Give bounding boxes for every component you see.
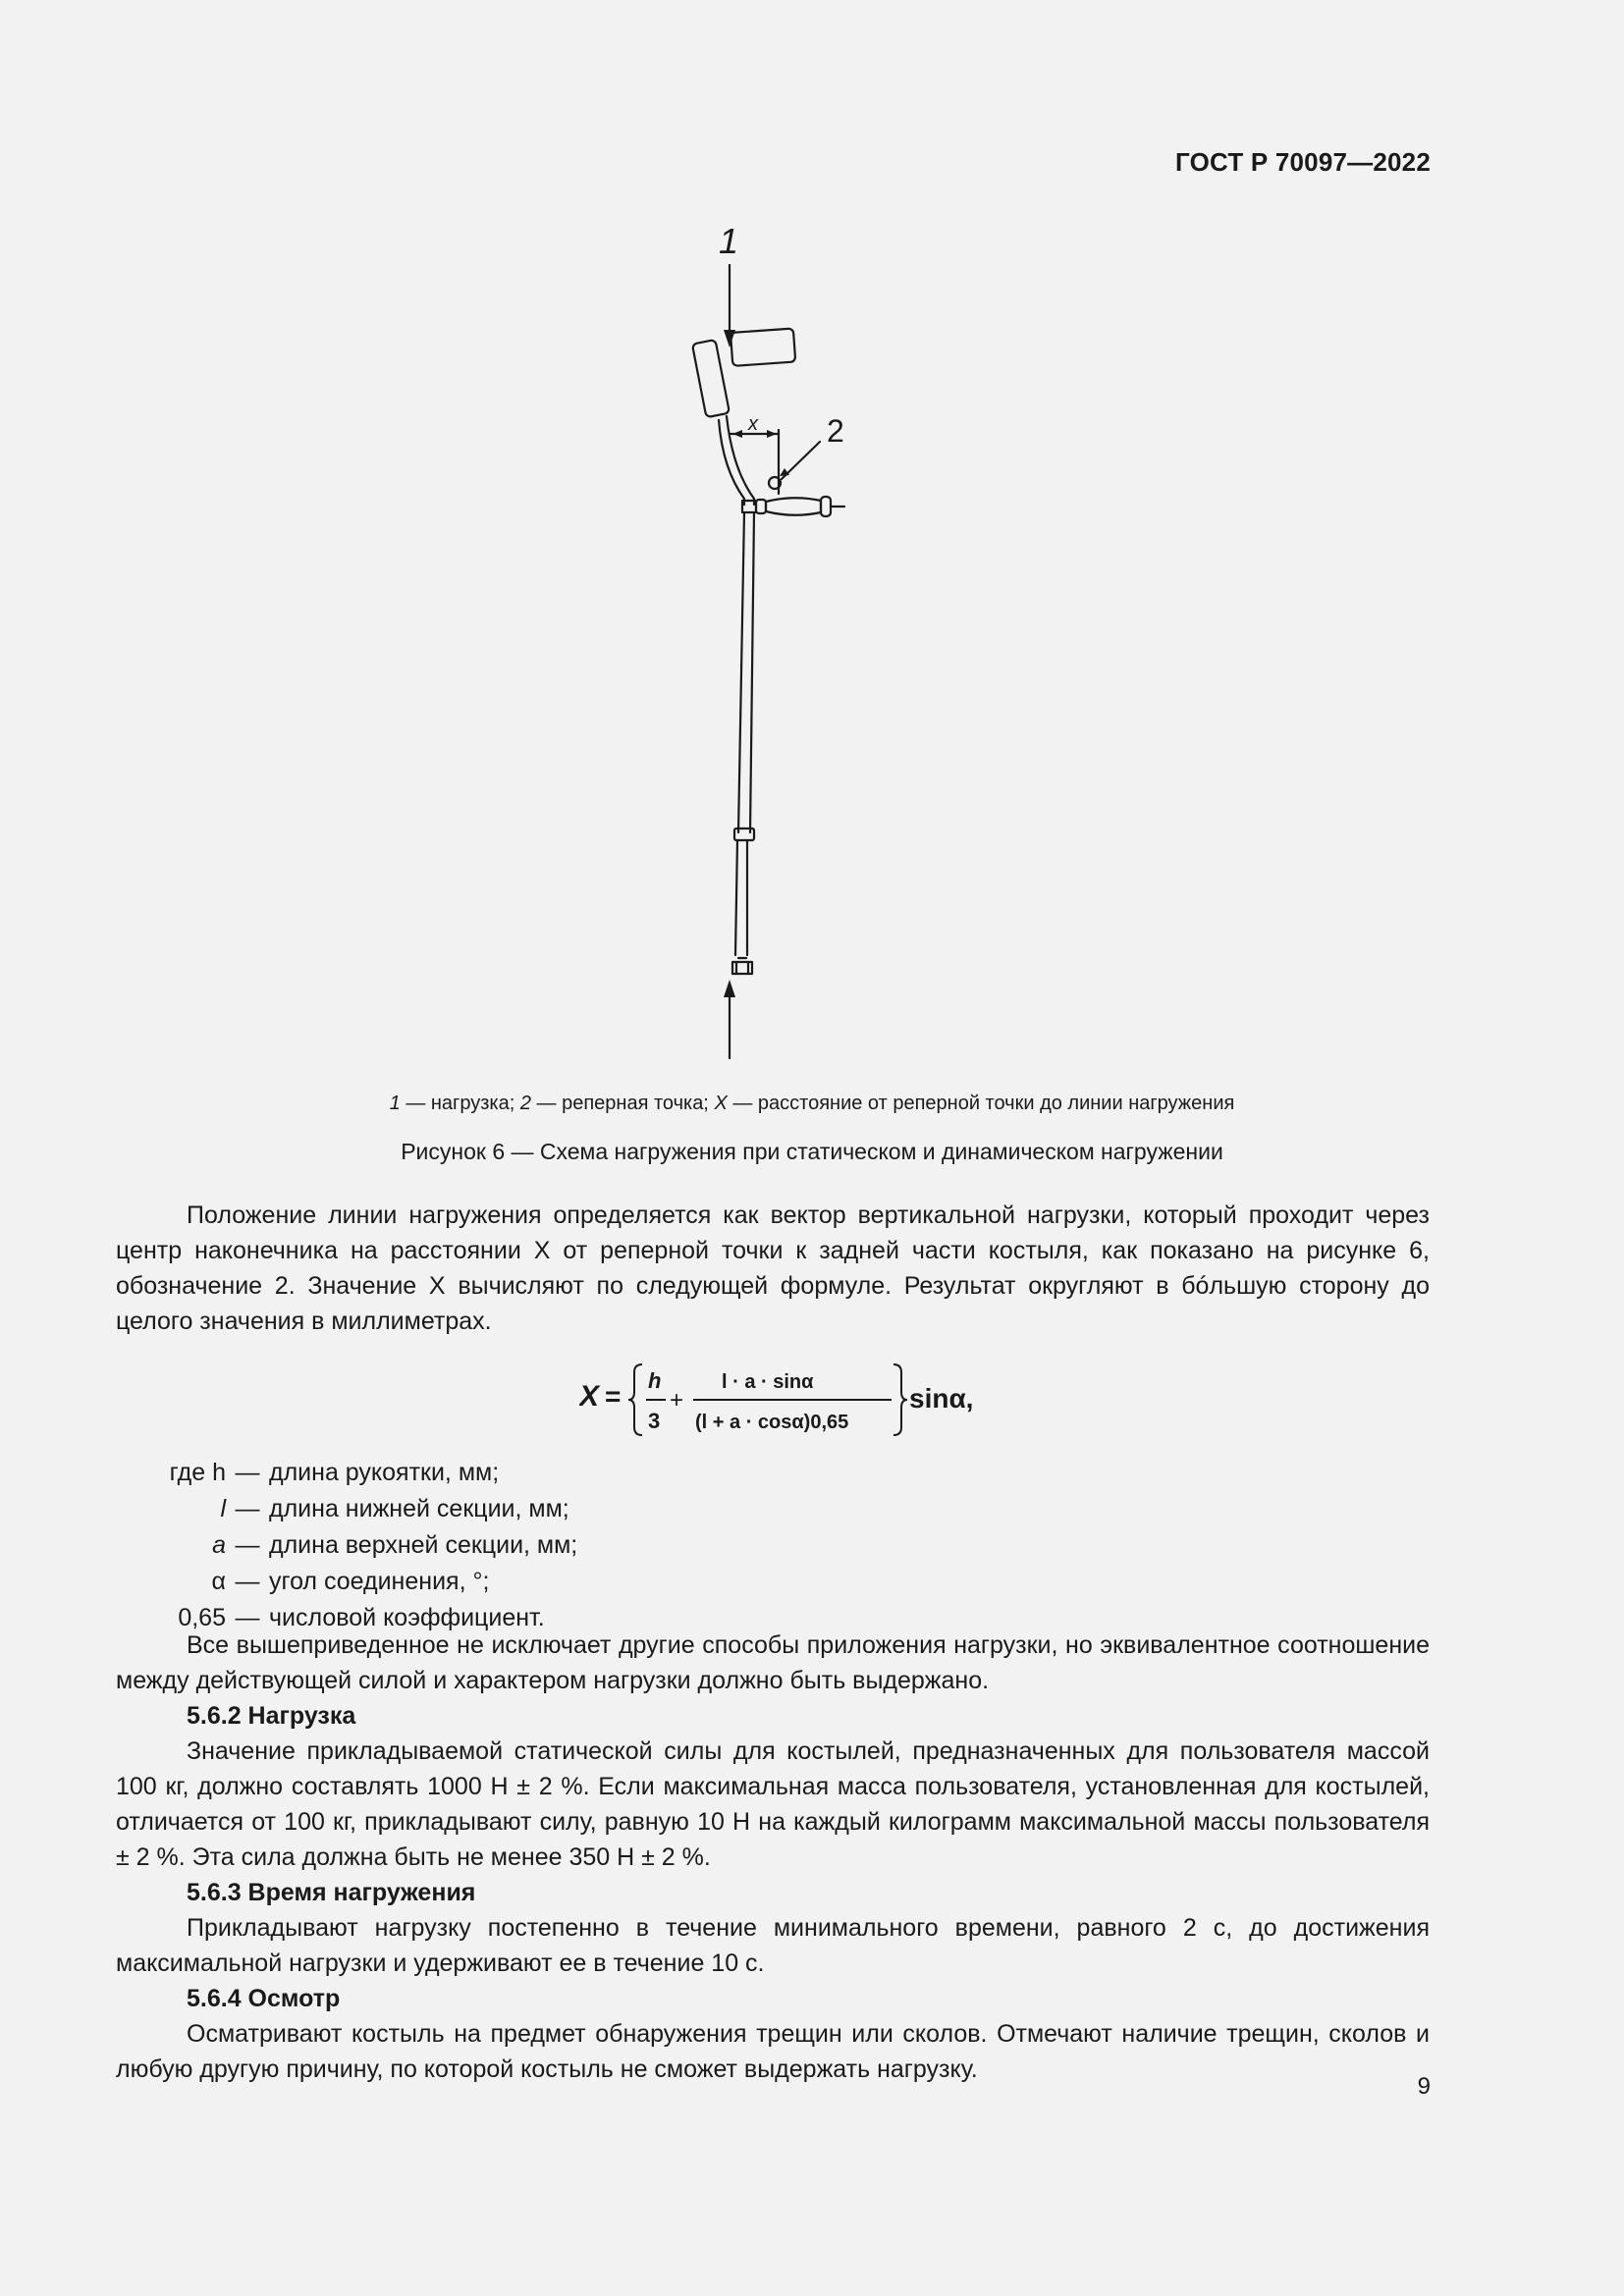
handle-right-cap bbox=[821, 497, 831, 516]
right-brace bbox=[893, 1364, 907, 1435]
lower-tube-right bbox=[750, 512, 754, 832]
tip-tube-left bbox=[735, 840, 737, 955]
definition-text: длина верхней секции, мм; bbox=[269, 1531, 578, 1559]
paragraph-1-block bbox=[116, 1198, 1430, 1339]
definition-symbol: α bbox=[211, 1568, 226, 1595]
definition-row: где h — длина рукоятки, мм; bbox=[116, 1455, 577, 1491]
label-2: 2 bbox=[827, 413, 844, 449]
formula-numerator: l · a · sinα bbox=[722, 1371, 814, 1393]
formula-eq: = bbox=[605, 1381, 622, 1412]
left-brace bbox=[628, 1364, 642, 1435]
handle-grip bbox=[766, 498, 821, 515]
cuff-front bbox=[731, 329, 795, 366]
formula-h: h bbox=[648, 1368, 662, 1393]
document-header: ГОСТ Р 70097—2022 bbox=[1175, 147, 1431, 177]
formula-tail: sinα, bbox=[909, 1383, 974, 1414]
crutch-loading-diagram bbox=[677, 224, 893, 1068]
definition-symbol: где h bbox=[169, 1459, 226, 1486]
definition-symbol: l bbox=[220, 1495, 226, 1522]
handle-left-cap bbox=[756, 500, 766, 513]
cuff-back bbox=[692, 340, 730, 417]
definition-row: α — угол соединения, °; bbox=[116, 1564, 577, 1600]
formula-lhs: X bbox=[579, 1380, 600, 1413]
paragraph-3: Значение прикладываемой статической силы для костылей, предназначенных для пользователя массой 100 кг, должно составлять 1000 Н ± 2 %. Если максимальная масса пользователя, установленная для костылей, отличается от 100 кг, прикладывают силу, равную 10 Н на каждый килограмм максимальной массы пользователя ± 2 %. Эта сила должна быть не менее 350 Н ± 2 %. bbox=[116, 1737, 1430, 1871]
formula bbox=[579, 1355, 992, 1443]
label-x: x bbox=[748, 413, 758, 435]
figure-caption: Рисунок 6 — Схема нагружения при статическом и динамическом нагружении bbox=[401, 1139, 1223, 1164]
variable-definitions bbox=[116, 1455, 577, 1636]
heading-5-6-3: 5.6.3 Время нагружения bbox=[187, 1879, 476, 1906]
section-body bbox=[116, 1628, 1430, 2087]
page-number: 9 bbox=[1417, 2073, 1431, 2100]
figure-legend: 1 — нагрузка; 2 — реперная точка; X — расстояние от реперной точки до линии нагружения bbox=[389, 1093, 1235, 1114]
definition-text: длина рукоятки, мм; bbox=[269, 1459, 500, 1486]
heading-5-6-4: 5.6.4 Осмотр bbox=[187, 1985, 341, 2012]
formula-denominator: (l + a · cosα)0,65 bbox=[695, 1412, 849, 1433]
paragraph-1: Положение линии нагружения определяется как вектор вертикальной нагрузки, который проходит через центр наконечника на расстоянии X от реперной точки к задней части костыля, как показано на рисунке 6, обозначение 2. Значение X вычисляют по следующей формуле. Результат округляют в бóльшую сторону до целого значения в миллиметрах. bbox=[116, 1201, 1430, 1335]
definition-symbol: 0,65 bbox=[178, 1604, 226, 1631]
paragraph-4: Прикладывают нагрузку постепенно в течение минимального времени, равного 2 с, до достижения максимальной нагрузки и удерживают ее в течение 10 с. bbox=[116, 1914, 1430, 1977]
definition-text: длина нижней секции, мм; bbox=[269, 1495, 569, 1522]
top-load-arrowhead bbox=[724, 330, 735, 347]
lower-tube-left bbox=[738, 512, 744, 832]
definition-text: угол соединения, °; bbox=[269, 1568, 490, 1595]
label-1: 1 bbox=[719, 224, 739, 261]
definition-row: 0,65 — числовой коэффициент. bbox=[116, 1600, 577, 1636]
definition-symbol: a bbox=[212, 1531, 226, 1559]
formula-plus: + bbox=[670, 1387, 684, 1414]
heading-5-6-2: 5.6.2 Нагрузка bbox=[187, 1702, 356, 1730]
paragraph-2: Все вышеприведенное не исключает другие способы приложения нагрузки, но эквивалентное соотношение между действующей силой и характером нагрузки должно быть выдержано. bbox=[116, 1631, 1430, 1694]
bottom-load-arrowhead bbox=[724, 980, 735, 997]
definition-row: l — длина нижней секции, мм; bbox=[116, 1491, 577, 1527]
definition-row: a — длина верхней секции, мм; bbox=[116, 1527, 577, 1564]
paragraph-5: Осматривают костыль на предмет обнаружения трещин или сколов. Отмечают наличие трещин, сколов и любую другую причину, по которой костыль не сможет выдержать нагрузку. bbox=[116, 2020, 1430, 2083]
definition-text: числовой коэффициент. bbox=[269, 1604, 545, 1631]
formula-3: 3 bbox=[648, 1409, 661, 1433]
